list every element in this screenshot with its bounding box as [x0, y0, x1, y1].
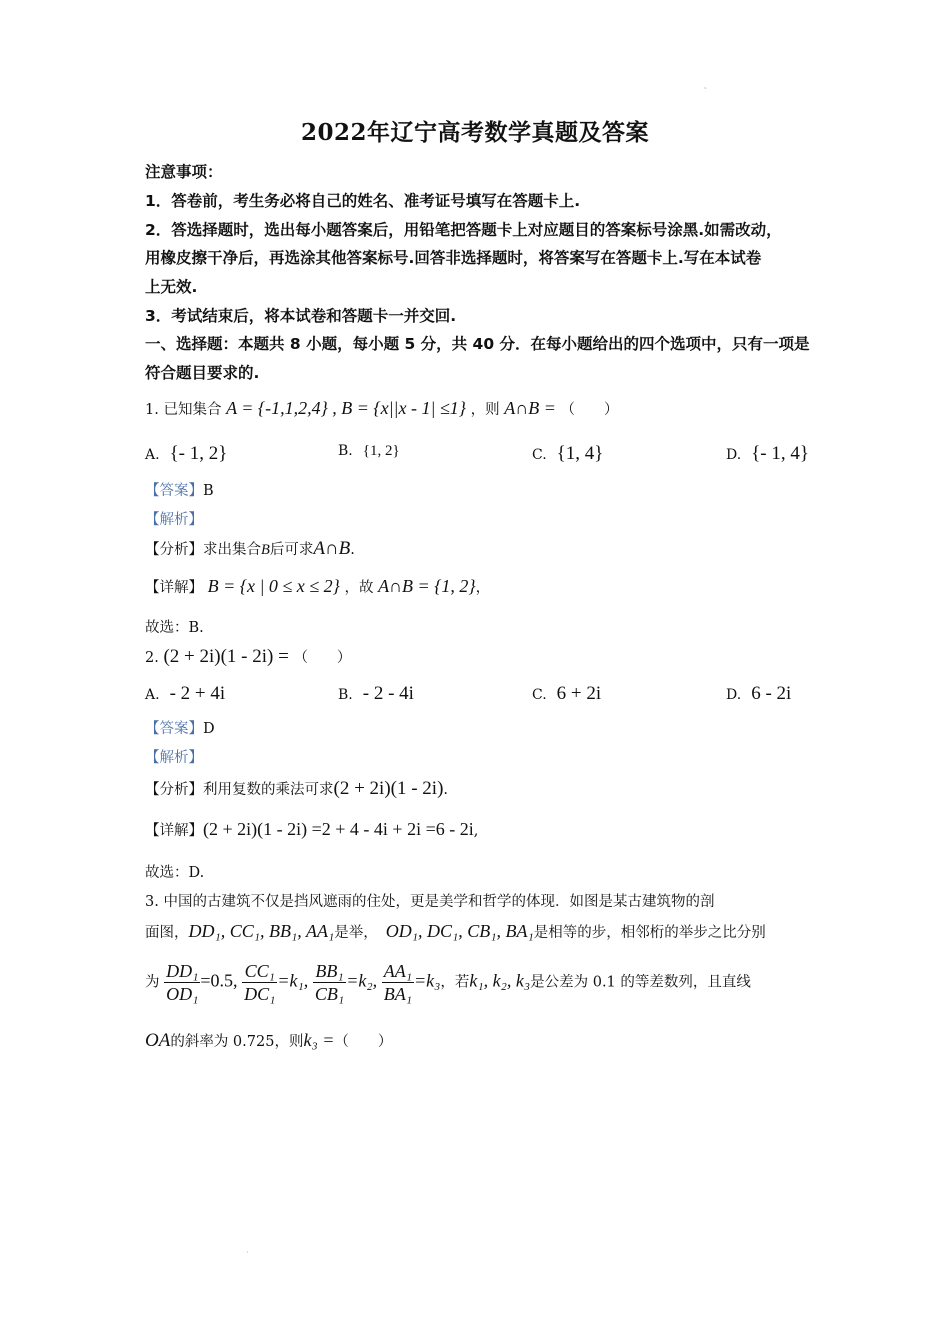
option-value: 6 - 2i [751, 683, 792, 704]
option-value: 6 + 2i [556, 683, 602, 704]
option-label: A. [145, 687, 160, 703]
math-expression: =k₃ [413, 970, 441, 991]
question-text: 是举， [334, 925, 378, 941]
xiangjie-tag: 【详解】 [145, 580, 203, 596]
fraction-denominator: BA₁ [383, 984, 412, 1004]
analysis-line [145, 778, 448, 800]
math-expression: DD₁, CC₁, BB₁, AA₁ [188, 921, 335, 941]
page-title: 2022年辽宁高考数学真题及答案 [300, 119, 649, 146]
option-label: B. [338, 443, 353, 459]
detail-line [145, 819, 478, 840]
answer-line [145, 479, 214, 500]
answer-tag: 【答案】 [145, 721, 203, 737]
math-expression: k₃ = [303, 1030, 335, 1050]
question-3-line-2 [145, 921, 766, 942]
fenxi-tag: 【分析】 [145, 782, 203, 798]
analysis-tag: 【解析】 [145, 750, 203, 766]
question-number: 2. [145, 650, 159, 666]
question-3 [145, 890, 714, 911]
question-3-line-3 [145, 960, 751, 1005]
math-expression: =0.5, [200, 970, 238, 991]
analysis-text: 后可求 [269, 542, 314, 558]
math-expression: (2 + 2i)(1 - 2i) = [163, 646, 289, 667]
math-expression: B = {x | 0 ≤ x ≤ 2} [207, 576, 340, 596]
question-text: ，则 [470, 402, 500, 418]
question-text: 面图， [145, 925, 189, 941]
math-expression: k₁, k₂, k₃ [469, 970, 531, 991]
option-label: D. [726, 687, 742, 703]
analysis-tag: 【解析】 [145, 512, 203, 528]
math-expression: (2 + 2i)(1 - 2i) [333, 778, 444, 799]
fraction-denominator: CB₁ [314, 984, 345, 1004]
option-label: C. [532, 687, 547, 703]
math-expression: B [261, 542, 270, 558]
option-b [338, 443, 400, 460]
option-value: {- 1, 2} [169, 443, 228, 464]
analysis-text: . [350, 542, 355, 558]
analysis-text: 利用复数的乘法可求 [203, 782, 334, 798]
fraction [313, 960, 346, 1005]
question-2 [145, 646, 351, 668]
section-heading: 符合题目要求的. [145, 364, 260, 382]
option-value: {- 1, 4} [751, 443, 810, 464]
fraction-numerator: AA₁ [383, 961, 412, 981]
option-d [726, 683, 791, 705]
answer-blank: （ ） [560, 402, 619, 418]
option-a [145, 683, 225, 705]
option-value: - 2 + 4i [169, 683, 226, 704]
option-c [532, 683, 601, 705]
question-text: 是公差为 0.1 的等差数列，且直线 [530, 974, 751, 991]
note-line: 上无效. [145, 278, 198, 296]
xiangjie-tag: 【详解】 [145, 823, 203, 839]
option-c [532, 443, 603, 465]
detail-text: ，故 [344, 580, 374, 596]
fenxi-tag: 【分析】 [145, 542, 203, 558]
question-text: 为 [145, 974, 160, 991]
note-line: 用橡皮擦干净后，再选涂其他答案标号.回答非选择题时，将答案写在答题卡上.写在本试卷 [145, 249, 762, 267]
question-1 [145, 398, 618, 419]
question-3-line-4 [145, 1030, 392, 1052]
question-text: 已知集合 [163, 402, 222, 418]
answer-blank: （ ） [334, 1034, 393, 1050]
math-expression: =k₂, [346, 970, 378, 991]
choose-line: 故选：B. [145, 620, 204, 636]
answer-tag: 【答案】 [145, 483, 203, 499]
math-expression: OD₁, DC₁, CB₁, BA₁ [385, 921, 534, 941]
answer-line [145, 717, 215, 738]
section-heading: 一、选择题：本题共 8 小题，每小题 5 分，共 40 分．在每小题给出的四个选项中，只有一项是 [145, 335, 810, 353]
math-expression: A∩B = [504, 398, 556, 418]
math-expression: (2 + 2i)(1 - 2i) =2 + 4 - 4i + 2i =6 - 2i [203, 819, 474, 839]
fraction-denominator: DC₁ [244, 984, 276, 1004]
math-expression: OA [145, 1030, 171, 1051]
option-label: B. [338, 687, 353, 703]
fraction-numerator: CC₁ [242, 960, 277, 983]
question-text: 是相等的步，相邻桁的举步之比分别 [533, 925, 766, 941]
option-label: A. [145, 447, 160, 463]
fraction [242, 960, 277, 1005]
choose-line: 故选：D. [145, 865, 205, 881]
fraction [382, 960, 414, 1005]
math-expression: A∩B = {1, 2} [378, 576, 476, 596]
option-label: C. [532, 447, 547, 463]
answer-value: B [203, 483, 214, 499]
scan-mark: ˜ [704, 86, 707, 95]
question-text: ，若 [440, 974, 470, 991]
fraction-numerator: DD₁ [166, 961, 199, 981]
fraction [164, 960, 200, 1005]
math-expression: =k₁, [277, 970, 309, 991]
note-line: 1．答卷前，考生务必将自己的姓名、准考证号填写在答题卡上. [145, 192, 581, 210]
question-text: 的斜率为 0.725，则 [170, 1034, 304, 1050]
option-a [145, 443, 227, 465]
option-value: - 2 - 4i [362, 683, 414, 704]
fraction-numerator: BB₁ [313, 960, 346, 983]
answer-value: D [203, 721, 215, 737]
question-number: 1. [145, 402, 159, 418]
detail-text: ， [475, 580, 491, 596]
analysis-line [145, 538, 355, 560]
math-expression: A = {-1,1,2,4} , B = {x||x - 1| ≤1} [226, 398, 467, 418]
question-number: 3. [145, 894, 159, 910]
option-label: D. [726, 447, 742, 463]
scan-mark: · [246, 1248, 249, 1257]
option-d [726, 443, 809, 465]
question-text: 中国的古建筑不仅是挡风遮雨的住处，更是美学和哲学的体现．如图是某古建筑物的剖 [163, 894, 715, 910]
detail-text: , [473, 823, 479, 839]
note-line: 3．考试结束后，将本试卷和答题卡一并交回. [145, 307, 457, 325]
option-value: {1, 4} [556, 443, 604, 464]
notes-heading: 注意事项： [145, 163, 223, 181]
analysis-text: . [443, 782, 449, 798]
detail-line [145, 576, 490, 597]
note-line: 2．答选择题时，选出每小题答案后，用铅笔把答题卡上对应题目的答案标号涂黑.如需改动， [145, 221, 782, 239]
answer-blank: （ ） [293, 650, 352, 666]
option-b [338, 683, 414, 705]
option-value: {1, 2} [362, 443, 400, 459]
analysis-text: 求出集合 [203, 542, 261, 558]
fraction-denominator: OD₁ [166, 984, 199, 1004]
math-expression: A∩B [313, 538, 351, 559]
